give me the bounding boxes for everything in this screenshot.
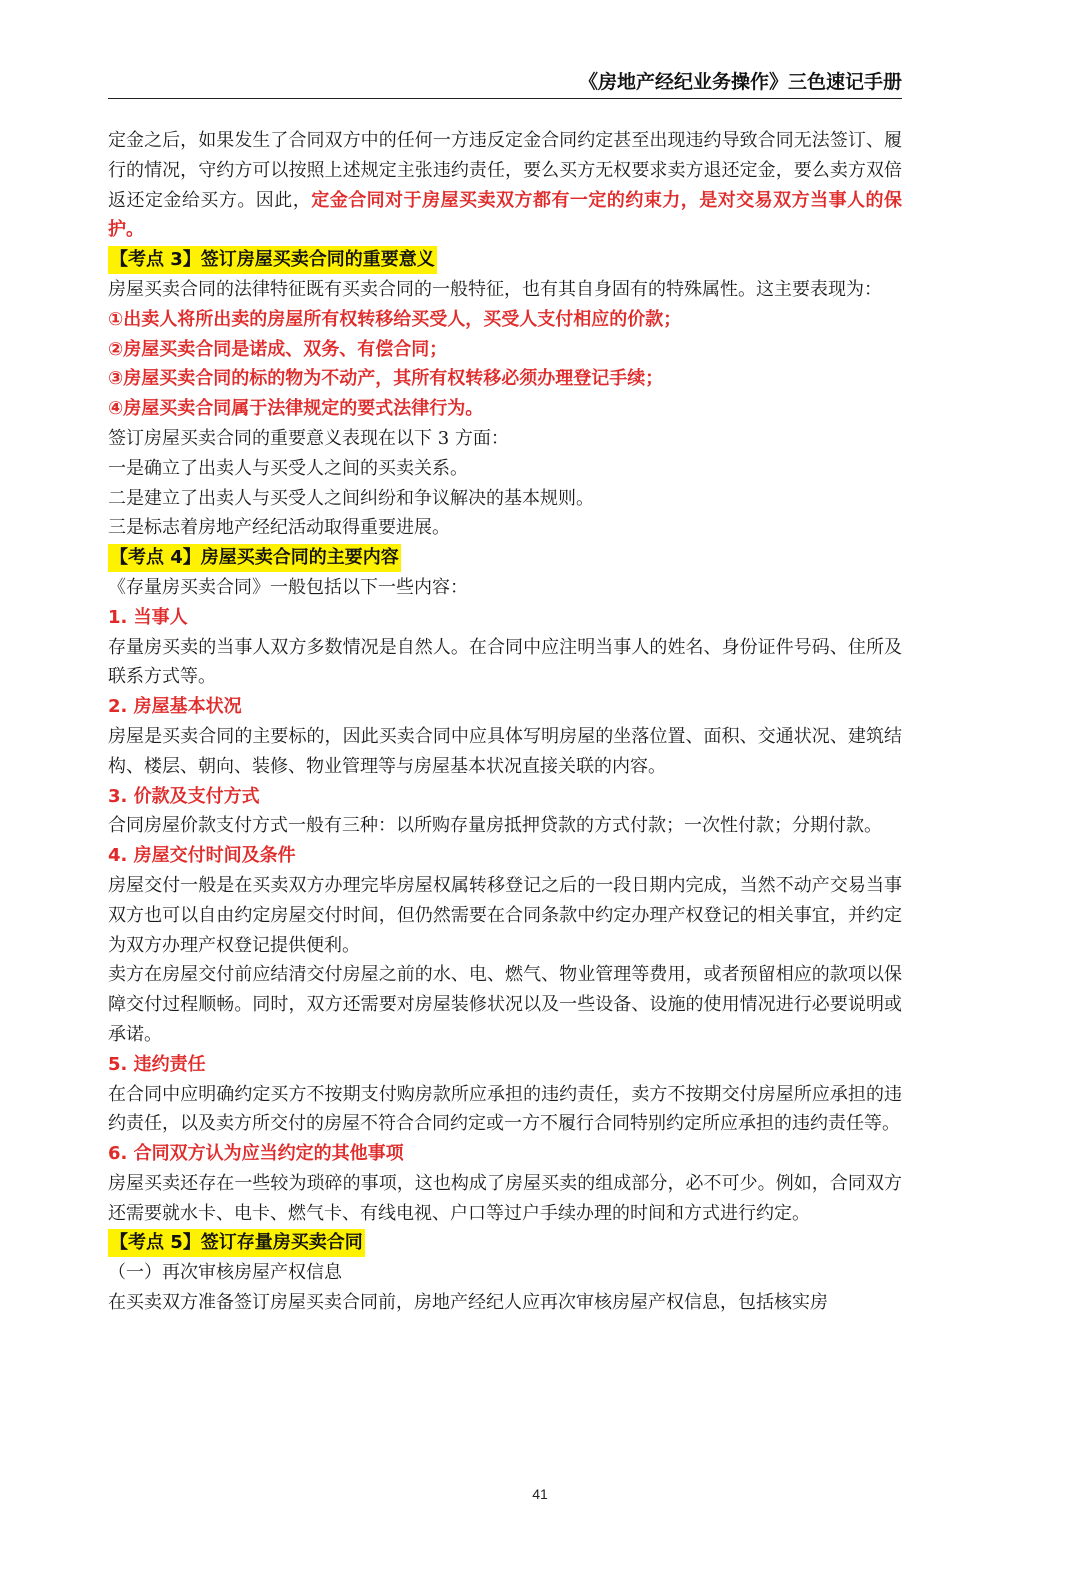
page-number: 41	[532, 1486, 548, 1502]
feature-item-2: ②房屋买卖合同是诺成、双务、有偿合同；	[108, 338, 448, 360]
subsection-heading: （一）再次审核房屋产权信息	[108, 1262, 342, 1284]
section-heading-4	[108, 543, 902, 573]
paragraph-text: 房屋买卖还存在一些较为琐碎的事项，这也构成了房屋买卖的组成部分，必不可少。例如，合同双方还需要就水卡、电卡、燃气卡、有线电视、户口等过户手续办理的时间和方式进行约定。	[108, 1172, 902, 1224]
subheading-parties: 1. 当事人	[108, 606, 188, 628]
paragraph-text: 房屋是买卖合同的主要标的，因此买卖合同中应具体写明房屋的坐落位置、面积、交通状况、建筑结构、楼层、朝向、装修、物业管理等与房屋基本状况直接关联的内容。	[108, 725, 902, 777]
section-heading-5	[108, 1228, 902, 1258]
paragraph-text: 定金之后，如果发生了合同双方中的任何一方违反定金合同约定甚至出现违约导致合同无法签订、履行的情况，守约方可以按照上述规定主张违约责任，要么买方无权要求卖方退还定金，要么卖方双倍返还定金给买方。因此，	[108, 130, 902, 211]
significance-item-1: 一是确立了出卖人与买受人之间的买卖关系。	[108, 457, 468, 479]
page-content	[108, 126, 902, 1318]
subheading-property-status: 2. 房屋基本状况	[108, 696, 242, 718]
subheading-other-matters: 6. 合同双方认为应当约定的其他事项	[108, 1143, 404, 1165]
paragraph-text: 合同房屋价款支付方式一般有三种：以所购存量房抵押贷款的方式付款；一次性付款；分期付款。	[108, 815, 882, 837]
paragraph-text: 存量房买卖的当事人双方多数情况是自然人。在合同中应注明当事人的姓名、身份证件号码、住所及联系方式等。	[108, 636, 902, 688]
significance-item-3: 三是标志着房地产经纪活动取得重要进展。	[108, 517, 450, 539]
paragraph-deposit	[108, 126, 902, 245]
feature-item-3: ③房屋买卖合同的标的物为不动产，其所有权转移必须办理登记手续；	[108, 368, 664, 390]
feature-item-4: ④房屋买卖合同属于法律规定的要式法律行为。	[108, 398, 484, 420]
paragraph-text: 卖方在房屋交付前应结清交付房屋之前的水、电、燃气、物业管理等费用，或者预留相应的款项以保障交付过程顺畅。同时，双方还需要对房屋装修状况以及一些设备、设施的使用情况进行必要说明或承诺。	[108, 964, 902, 1045]
subheading-delivery: 4. 房屋交付时间及条件	[108, 845, 296, 867]
paragraph-text: 在合同中应明确约定买方不按期支付购房款所应承担的违约责任，卖方不按期交付房屋所应承担的违约责任，以及卖方所交付的房屋不符合合同约定或一方不履行合同特别约定所应承担的违约责任等。	[108, 1083, 902, 1135]
paragraph-text: 在买卖双方准备签订房屋买卖合同前，房地产经纪人应再次审核房屋产权信息，包括核实房	[108, 1292, 828, 1314]
paragraph-text: 房屋交付一般是在买卖双方办理完毕房屋权属转移登记之后的一段日期内完成，当然不动产交易当事双方也可以自由约定房屋交付时间，但仍然需要在合同条款中约定办理产权登记的相关事宜，并约定为双方办理产权登记提供便利。	[108, 874, 902, 956]
paragraph-text: 签订房屋买卖合同的重要意义表现在以下 3 方面：	[108, 427, 509, 449]
kaodian-4-label: 【考点 4】房屋买卖合同的主要内容	[108, 544, 401, 572]
subheading-payment: 3. 价款及支付方式	[108, 785, 260, 807]
significance-item-2: 二是建立了出卖人与买受人之间纠纷和争议解决的基本规则。	[108, 487, 594, 509]
subheading-liability: 5. 违约责任	[108, 1053, 206, 1075]
paragraph-text: 《存量房买卖合同》一般包括以下一些内容：	[108, 576, 468, 598]
page-header	[108, 68, 902, 99]
paragraph-text: 房屋买卖合同的法律特征既有买卖合同的一般特征，也有其自身固有的特殊属性。这主要表现为：	[108, 278, 882, 300]
header-title: 《房地产经纪业务操作》三色速记手册	[578, 71, 902, 93]
feature-item-1: ①出卖人将所出卖的房屋所有权转移给买受人，买受人支付相应的价款；	[108, 308, 682, 330]
section-heading-3	[108, 245, 902, 275]
kaodian-3-label: 【考点 3】签订房屋买卖合同的重要意义	[108, 246, 437, 274]
highlight-red-text: 定金合同对于房屋买卖双方都有一定的约束力，是对交易双方当事人的保护。	[108, 189, 903, 241]
kaodian-5-label: 【考点 5】签订存量房买卖合同	[108, 1229, 365, 1257]
